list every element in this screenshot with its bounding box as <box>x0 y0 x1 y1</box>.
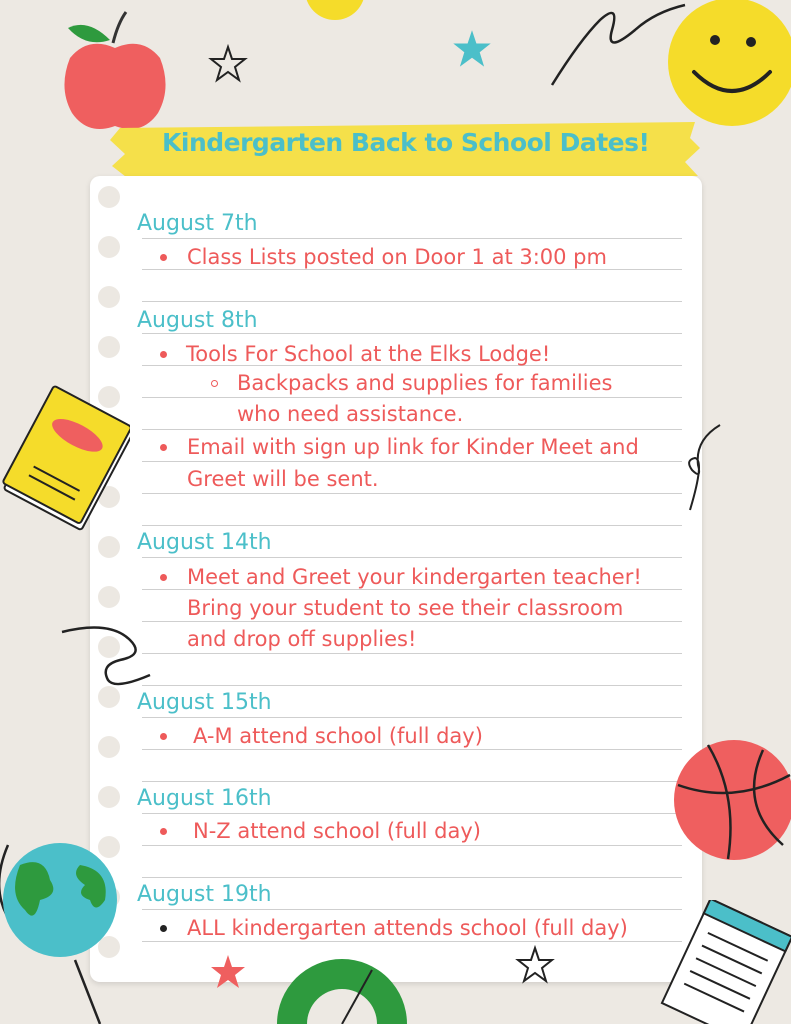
list-item: Meet and Greet your kindergarten teacher! <box>187 565 642 589</box>
list-item: and drop off supplies! <box>187 627 417 651</box>
ruled-line <box>142 685 682 686</box>
date-heading: August 15th <box>137 690 272 715</box>
notepad-icon <box>655 900 791 1024</box>
binder-hole <box>98 336 120 358</box>
list-item: Backpacks and supplies for families <box>237 371 613 395</box>
ruled-line <box>142 877 682 878</box>
binder-hole <box>98 286 120 308</box>
date-heading: August 14th <box>137 530 272 555</box>
star-outline-icon <box>208 44 248 84</box>
ruled-line <box>142 557 682 558</box>
book-icon <box>0 385 130 545</box>
binder-hole <box>98 786 120 808</box>
binder-hole <box>98 186 120 208</box>
page-title: Kindergarten Back to School Dates! <box>162 128 650 157</box>
sub-bullet-icon <box>211 380 218 387</box>
date-heading: August 8th <box>137 308 258 333</box>
ruled-line <box>142 909 682 910</box>
list-item: Greet will be sent. <box>187 467 379 491</box>
date-heading: August 7th <box>137 211 258 236</box>
ruled-line <box>142 301 682 302</box>
bullet-icon <box>160 828 167 835</box>
star-icon <box>208 952 248 992</box>
binder-hole <box>98 736 120 758</box>
bullet-icon <box>160 574 167 581</box>
date-heading: August 16th <box>137 786 272 811</box>
ruled-line <box>142 781 682 782</box>
list-item: who need assistance. <box>237 402 464 426</box>
globe-icon <box>0 840 120 1024</box>
list-item: ALL kindergarten attends school (full day) <box>187 916 628 940</box>
squiggle-icon <box>60 620 160 690</box>
sun-circle-icon <box>300 0 370 30</box>
bullet-icon <box>160 254 167 261</box>
ruled-line <box>142 525 682 526</box>
list-item: A-M attend school (full day) <box>193 724 483 748</box>
ruled-line <box>142 813 682 814</box>
ruled-line <box>142 333 682 334</box>
smiley-face-icon <box>662 0 791 130</box>
date-heading: August 19th <box>137 882 272 907</box>
list-item: Class Lists posted on Door 1 at 3:00 pm <box>187 245 607 269</box>
star-outline-icon <box>515 945 555 985</box>
list-item: Email with sign up link for Kinder Meet and <box>187 435 639 459</box>
list-item: N-Z attend school (full day) <box>193 819 481 843</box>
bullet-icon <box>160 351 167 358</box>
protractor-icon <box>272 940 412 1024</box>
bullet-icon <box>160 733 167 740</box>
squiggle-icon <box>680 420 730 515</box>
bullet-icon <box>160 925 167 932</box>
ruled-line <box>142 238 682 239</box>
star-icon <box>450 27 494 71</box>
list-item: Tools For School at the Elks Lodge! <box>186 342 551 366</box>
list-item: Bring your student to see their classroom <box>187 596 624 620</box>
binder-hole <box>98 236 120 258</box>
bullet-icon <box>160 444 167 451</box>
binder-hole <box>98 586 120 608</box>
basketball-icon <box>668 735 791 865</box>
ruled-line <box>142 717 682 718</box>
